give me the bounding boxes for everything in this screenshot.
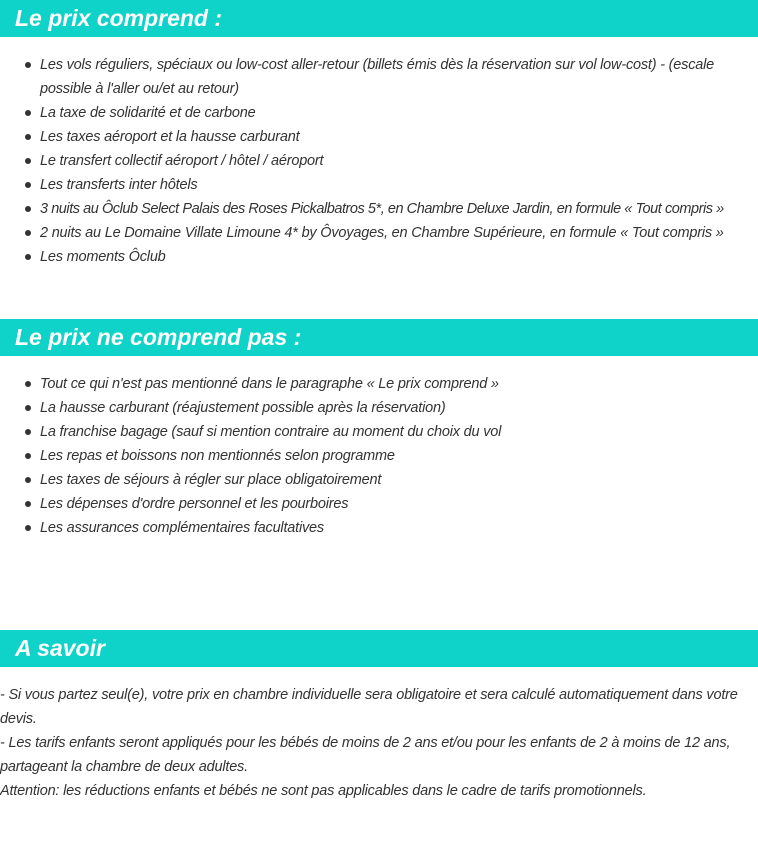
list-item-text: Le transfert collectif aéroport / hôtel / aéroport: [40, 153, 324, 169]
list-item: [0, 149, 758, 173]
list-item: [0, 468, 758, 492]
info-section-title: A savoir: [0, 630, 758, 667]
list-item: [0, 516, 758, 540]
info-line: - Les tarifs enfants seront appliqués pour les bébés de moins de 2 ans et/ou pour les enfants de 2 à moins de 12 ans, partageant la chambre de deux adultes.: [0, 735, 731, 775]
includes-list: [0, 53, 758, 269]
includes-section-title: Le prix comprend :: [0, 0, 758, 37]
list-item-text: 2 nuits au Le Domaine Villate Limoune 4* by Ôvoyages, en Chambre Supérieure, en formule « Tout compris »: [40, 225, 724, 241]
list-item: [0, 492, 758, 516]
bullet-icon: [25, 254, 31, 260]
bullet-icon: [25, 501, 31, 507]
list-item-text: Les vols réguliers, spéciaux ou low-cost aller-retour (billets émis dès la réservation sur vol low-cost) - (escale possible à l'aller ou/et au retour): [40, 57, 715, 97]
list-item-text: Les taxes de séjours à régler sur place obligatoirement: [40, 472, 382, 488]
list-item: [0, 396, 758, 420]
list-item-text: Les taxes aéroport et la hausse carburant: [40, 129, 300, 145]
bullet-icon: [25, 381, 31, 387]
bullet-icon: [25, 477, 31, 483]
list-item: [0, 245, 758, 269]
bullet-icon: [25, 134, 31, 140]
list-item: [0, 197, 758, 221]
bullet-icon: [25, 429, 31, 435]
list-item-text: Les repas et boissons non mentionnés selon programme: [40, 448, 395, 464]
list-item-text: La taxe de solidarité et de carbone: [40, 105, 256, 121]
excludes-list: [0, 372, 758, 540]
bullet-icon: [25, 453, 31, 459]
list-item-text: Les moments Ôclub: [40, 249, 166, 265]
list-item-text: Les assurances complémentaires facultatives: [40, 520, 324, 536]
list-item: [0, 420, 758, 444]
list-item-text: 3 nuits au Ôclub Select Palais des Roses Pickalbatros 5*, en Chambre Deluxe Jardin, en formule « Tout compris »: [40, 201, 724, 217]
bullet-icon: [25, 182, 31, 188]
info-line: - Si vous partez seul(e), votre prix en chambre individuelle sera obligatoire et sera calculé automatiquement dans votre devis.: [0, 687, 738, 727]
info-line: Attention: les réductions enfants et bébés ne sont pas applicables dans le cadre de tarifs promotionnels.: [0, 783, 647, 799]
bullet-icon: [25, 110, 31, 116]
bullet-icon: [25, 206, 31, 212]
bullet-icon: [25, 62, 31, 68]
bullet-icon: [25, 405, 31, 411]
list-item: [0, 221, 758, 245]
list-item: [0, 173, 758, 197]
excludes-section-title: Le prix ne comprend pas :: [0, 319, 758, 356]
list-item-text: La franchise bagage (sauf si mention contraire au moment du choix du vol: [40, 424, 502, 440]
bullet-icon: [25, 158, 31, 164]
list-item: [0, 53, 758, 101]
list-item-text: Les dépenses d'ordre personnel et les pourboires: [40, 496, 349, 512]
list-item-text: La hausse carburant (réajustement possible après la réservation): [40, 400, 446, 416]
bullet-icon: [25, 525, 31, 531]
list-item: [0, 125, 758, 149]
list-item-text: Les transferts inter hôtels: [40, 177, 198, 193]
list-item: [0, 372, 758, 396]
list-item-text: Tout ce qui n'est pas mentionné dans le paragraphe « Le prix comprend »: [40, 376, 499, 392]
bullet-icon: [25, 230, 31, 236]
list-item: [0, 444, 758, 468]
info-text-block: [0, 683, 756, 803]
list-item: [0, 101, 758, 125]
